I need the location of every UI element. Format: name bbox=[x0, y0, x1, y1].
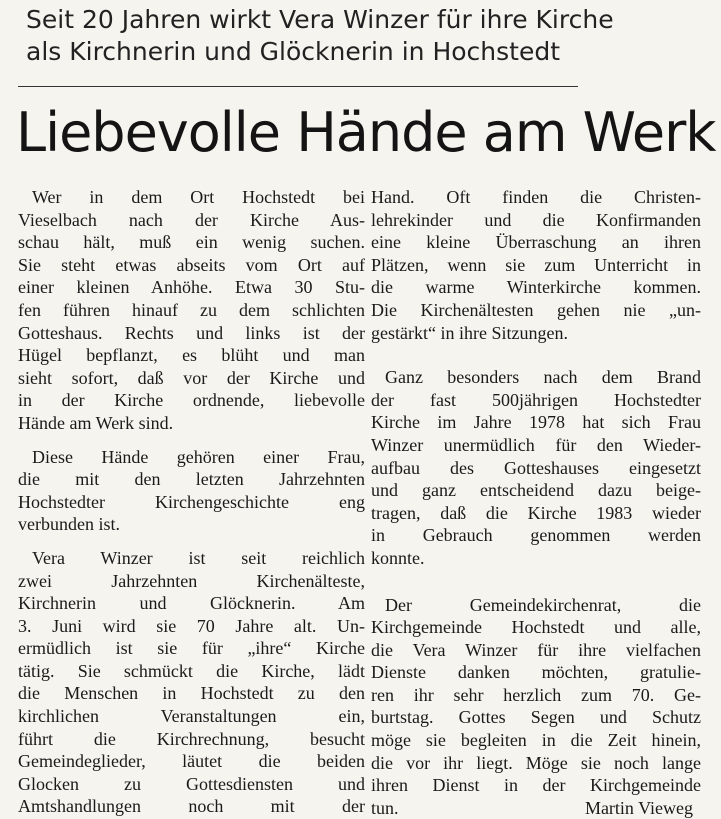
text-line: tun. bbox=[371, 797, 701, 819]
article-column-left bbox=[18, 186, 365, 818]
text-line: kirchlichen Veranstaltungen ein, bbox=[18, 705, 365, 728]
text-line: Glocken zu Gottesdiensten und bbox=[18, 773, 365, 796]
text-line: die warme Winterkirche kommen. bbox=[371, 276, 701, 299]
text-line: Hand. Oft finden die Christen- bbox=[371, 186, 701, 209]
text-line: Kirchgemeinde Hochstedt und alle, bbox=[371, 616, 701, 639]
text-line: Amtshandlungen noch mit der bbox=[18, 795, 365, 818]
text-line: konnte. bbox=[371, 547, 701, 570]
text-line: ermüdlich ist sie für „ihre“ Kirche bbox=[18, 637, 365, 660]
text-line: tragen, daß die Kirche 1983 wieder bbox=[371, 502, 701, 525]
text-line: tätig. Sie schmückt die Kirche, lädt bbox=[18, 660, 365, 683]
kicker-rule bbox=[18, 86, 578, 87]
text-line: in Gebrauch genommen werden bbox=[371, 524, 701, 547]
text-line: Die Kirchenältesten gehen nie „un- bbox=[371, 299, 701, 322]
kicker-line: Seit 20 Jahren wirkt Vera Winzer für ihre Kirche bbox=[26, 4, 586, 36]
text-line: Vera Winzer ist seit reichlich bbox=[18, 547, 365, 570]
text-line: Diese Hände gehören einer Frau, bbox=[18, 446, 365, 469]
text-line: führt die Kirchrechnung, besucht bbox=[18, 728, 365, 751]
text-line: Ganz besonders nach dem Brand bbox=[371, 366, 701, 389]
text-line: Gemeindeglieder, läutet die beiden bbox=[18, 750, 365, 773]
article-paragraph bbox=[18, 547, 365, 818]
article-headline: Liebevolle Hände am Werk bbox=[16, 98, 716, 168]
text-line: einer kleinen Anhöhe. Etwa 30 Stu- bbox=[18, 276, 365, 299]
text-line: die Vera Winzer für ihre vielfachen bbox=[371, 639, 701, 662]
article-paragraph bbox=[371, 594, 701, 819]
text-line: burtstag. Gottes Segen und Schutz bbox=[371, 706, 701, 729]
text-line: Sie steht etwas abseits vom Ort auf bbox=[18, 254, 365, 277]
text-line: schau hält, muß ein wenig suchen. bbox=[18, 231, 365, 254]
text-line: und ganz entscheidend dazu beige- bbox=[371, 479, 701, 502]
article-kicker bbox=[26, 4, 586, 68]
text-line: möge sie begleiten in die Zeit hinein, bbox=[371, 729, 701, 752]
text-line: Wer in dem Ort Hochstedt bei bbox=[18, 186, 365, 209]
text-line: eine kleine Überraschung an ihren bbox=[371, 231, 701, 254]
text-line: Gotteshaus. Rechts und links ist der bbox=[18, 322, 365, 345]
text-line: der fast 500jährigen Hochstedter bbox=[371, 389, 701, 412]
text-line: Vieselbach nach der Kirche Aus- bbox=[18, 209, 365, 232]
kicker-line: als Kirchnerin und Glöcknerin in Hochstedt bbox=[26, 36, 586, 68]
text-line: Kirchnerin und Glöcknerin. Am bbox=[18, 592, 365, 615]
text-line: 3. Juni wird sie 70 Jahre alt. Un- bbox=[18, 615, 365, 638]
text-line: Hochstedter Kirchengeschichte eng bbox=[18, 491, 365, 514]
text-line: die Menschen in Hochstedt zu den bbox=[18, 682, 365, 705]
text-line: Winzer unermüdlich für den Wieder- bbox=[371, 434, 701, 457]
text-line: die mit den letzten Jahrzehnten bbox=[18, 468, 365, 491]
text-line: aufbau des Gotteshauses eingesetzt bbox=[371, 457, 701, 480]
text-line: ren ihr sehr herzlich zum 70. Ge- bbox=[371, 684, 701, 707]
text-line: sieht sofort, daß vor der Kirche und bbox=[18, 367, 365, 390]
article-column-right bbox=[371, 186, 701, 819]
text-line: Kirche im Jahre 1978 hat sich Frau bbox=[371, 411, 701, 434]
text-line: ihren Dienst in der Kirchgemeinde bbox=[371, 774, 701, 797]
article-author: Martin Vieweg bbox=[371, 797, 701, 819]
text-line: in der Kirche ordnende, liebevolle bbox=[18, 389, 365, 412]
text-line: zwei Jahrzehnten Kirchenälteste, bbox=[18, 570, 365, 593]
text-line: Dienste danken möchten, gratulie- bbox=[371, 661, 701, 684]
article-paragraph bbox=[18, 186, 365, 435]
text-line: fen führen hinauf zu dem schlichten bbox=[18, 299, 365, 322]
text-line: Hügel bepflanzt, es blüht und man bbox=[18, 344, 365, 367]
text-line: Plätzen, wenn sie zum Unterricht in bbox=[371, 254, 701, 277]
text-line: verbunden ist. bbox=[18, 513, 365, 536]
text-line: gestärkt“ in ihre Sitzungen. bbox=[371, 322, 701, 345]
text-line: die vor ihr liegt. Möge sie noch lange bbox=[371, 752, 701, 775]
article-paragraph bbox=[18, 446, 365, 536]
text-line: lehrekinder und die Konfirmanden bbox=[371, 209, 701, 232]
text-line: Der Gemeindekirchenrat, die bbox=[371, 594, 701, 617]
text-line: Hände am Werk sind. bbox=[18, 412, 365, 435]
article-paragraph bbox=[371, 186, 701, 344]
article-paragraph bbox=[371, 366, 701, 569]
